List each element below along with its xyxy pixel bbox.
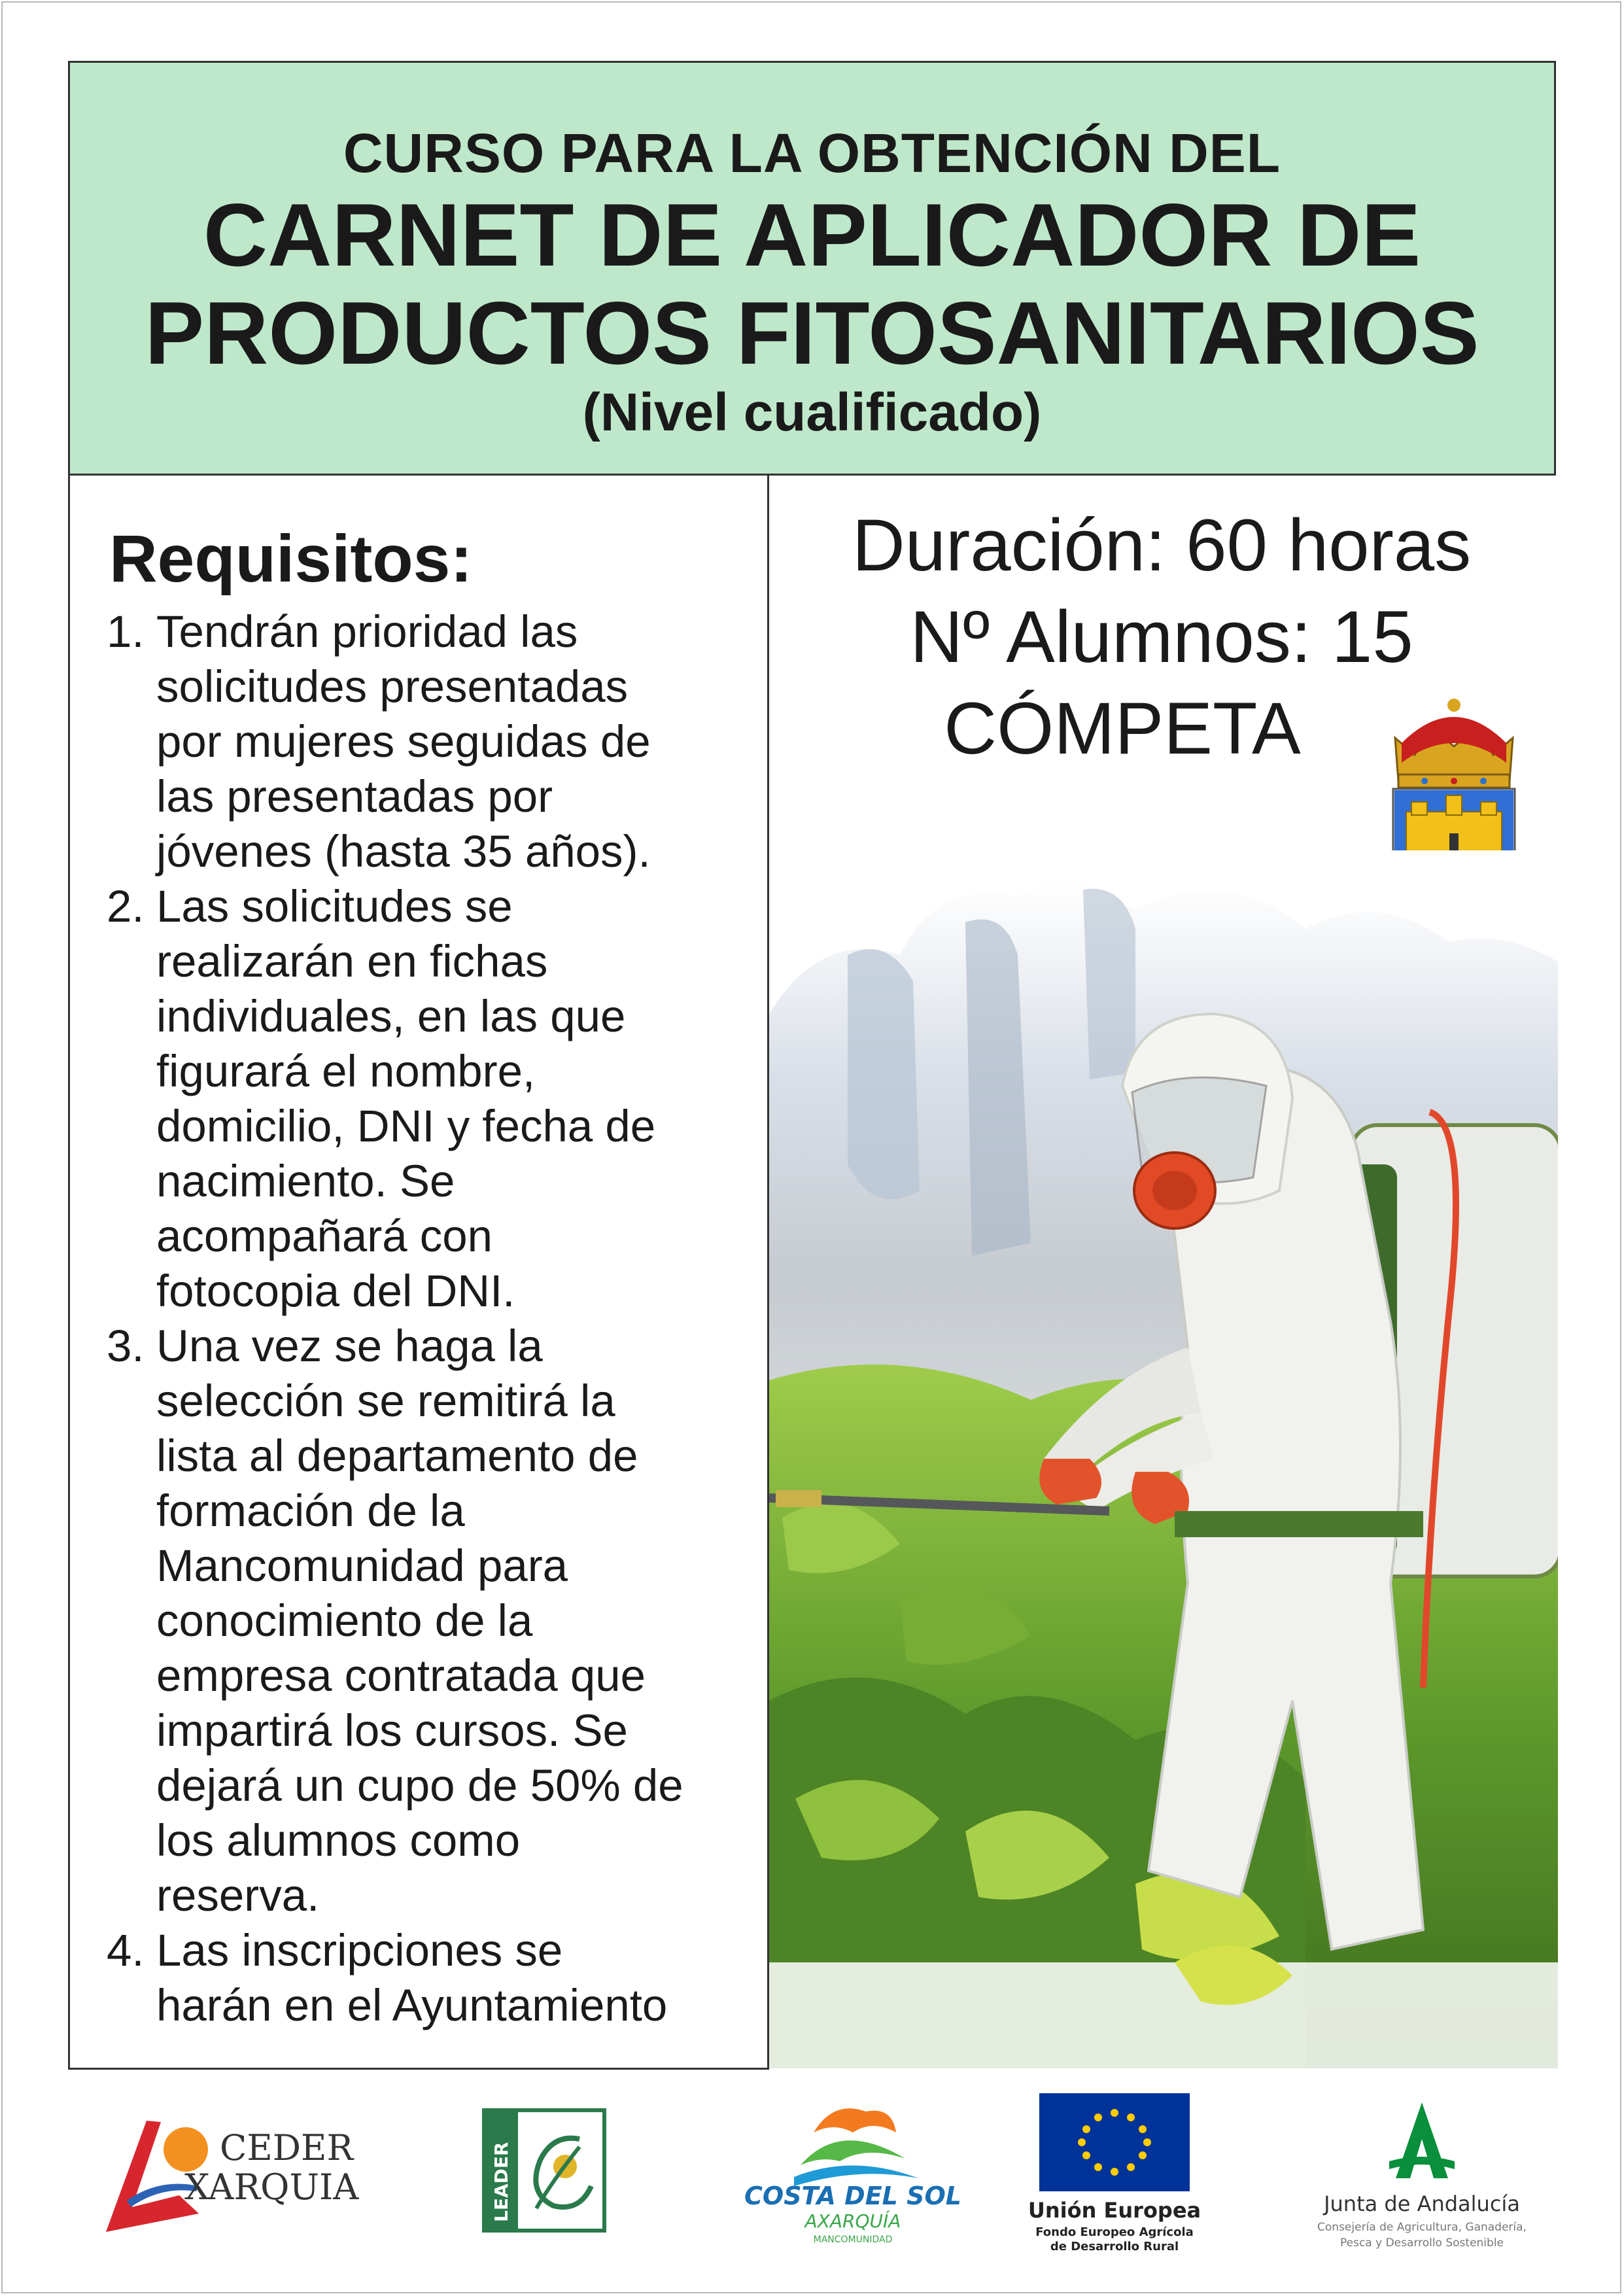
xarquia-text: XARQUIA	[184, 2166, 359, 2208]
requirement-line: Mancomunidad para	[156, 1540, 568, 1591]
leader-text: LEADER	[491, 2142, 512, 2222]
requirement-line: Una vez se haga la	[156, 1321, 543, 1371]
header-title-line-2: PRODUCTOS FITOSANITARIOS	[145, 283, 1479, 383]
junta-de-andalucia-logo	[1291, 2093, 1553, 2263]
header-title-line-1: CARNET DE APLICADOR DE	[203, 185, 1421, 285]
requirement-item	[107, 604, 761, 879]
requirement-line: lista al departamento de	[156, 1431, 638, 1481]
requirement-line: las presentadas por	[156, 771, 553, 822]
requirement-line: reserva.	[156, 1870, 320, 1921]
requirement-line: Tendrán prioridad las	[156, 606, 578, 657]
requirement-line: conocimiento de la	[156, 1595, 533, 1646]
requirement-text	[156, 1923, 761, 2033]
header-banner	[68, 61, 1556, 476]
costa-del-sol-logo	[742, 2093, 964, 2250]
ceder-axarquia-logo	[101, 2109, 382, 2240]
header-level: (Nivel cualificado)	[582, 383, 1042, 442]
header-title	[70, 186, 1554, 382]
header-subtitle: CURSO PARA LA OBTENCIÓN DEL	[343, 122, 1281, 184]
requirement-line: realizarán en fichas	[156, 936, 548, 986]
requirement-text	[156, 604, 761, 879]
requirement-line: dejará un cupo de 50% de	[156, 1760, 683, 1811]
requirement-number: 3.	[107, 1321, 145, 1371]
requirement-line: figurará el nombre,	[156, 1046, 536, 1096]
requirement-item	[107, 1319, 761, 1923]
union-europea-logo	[1020, 2087, 1209, 2263]
requirements-box	[68, 474, 769, 2070]
requirement-line: individuales, en las que	[156, 991, 626, 1041]
course-duration: Duración: 60 horas	[852, 504, 1472, 586]
eu-sub2-text: de Desarrollo Rural	[1050, 2240, 1179, 2253]
requirement-line: nacimiento. Se	[156, 1156, 455, 1206]
requirement-line: impartirá los cursos. Se	[156, 1705, 628, 1756]
costa-title-text: COSTA DEL SOL	[744, 2182, 961, 2210]
requirement-line: selección se remitirá la	[156, 1376, 615, 1426]
requirement-line: domicilio, DNI y fecha de	[156, 1101, 656, 1151]
requirement-number: 1.	[107, 606, 145, 657]
requirement-line: fotocopia del DNI.	[156, 1266, 515, 1316]
requirement-line: formación de la	[156, 1486, 465, 1536]
requirements-title: Requisitos:	[109, 521, 473, 596]
requirement-number: 4.	[107, 1925, 145, 1975]
requirement-line: jóvenes (hasta 35 años).	[156, 826, 651, 877]
requirement-line: Las inscripciones se	[156, 1925, 563, 1975]
requirement-item	[107, 1923, 761, 2033]
course-town: CÓMPETA	[944, 687, 1301, 769]
requirement-line: Las solicitudes se	[156, 881, 513, 931]
requirement-line: empresa contratada que	[156, 1650, 646, 1701]
requirement-text	[156, 1319, 761, 1923]
requirement-item	[107, 879, 761, 1319]
costa-mancomunidad-text: MANCOMUNIDAD	[813, 2235, 893, 2245]
leader-logo	[481, 2108, 607, 2233]
requirement-line: solicitudes presentadas	[156, 661, 629, 712]
requirements-list	[107, 604, 761, 2033]
sponsor-logos	[68, 2080, 1556, 2276]
course-students: Nº Alumnos: 15	[910, 596, 1413, 678]
requirement-line: los alumnos como	[156, 1815, 521, 1866]
requirement-text	[156, 879, 761, 1319]
requirement-line: por mujeres seguidas de	[156, 716, 651, 767]
eu-sub1-text: Fondo Europeo Agrícola	[1035, 2225, 1194, 2239]
pesticide-applicator-photo	[769, 850, 1558, 2068]
eu-title-text: Unión Europea	[1028, 2198, 1201, 2223]
requirement-line: harán en el Ayuntamiento	[156, 1980, 668, 2030]
junta-sub2-text: Pesca y Desarrollo Sostenible	[1339, 2236, 1504, 2250]
requirement-line: acompañará con	[156, 1211, 492, 1261]
costa-axarquia-text: AXARQUÍA	[804, 2210, 901, 2232]
ceder-text: CEDER	[220, 2127, 354, 2168]
requirement-number: 2.	[107, 881, 145, 931]
junta-title-text: Junta de Andalucía	[1324, 2191, 1520, 2216]
junta-sub1-text: Consejería de Agricultura, Ganadería,	[1317, 2221, 1527, 2234]
